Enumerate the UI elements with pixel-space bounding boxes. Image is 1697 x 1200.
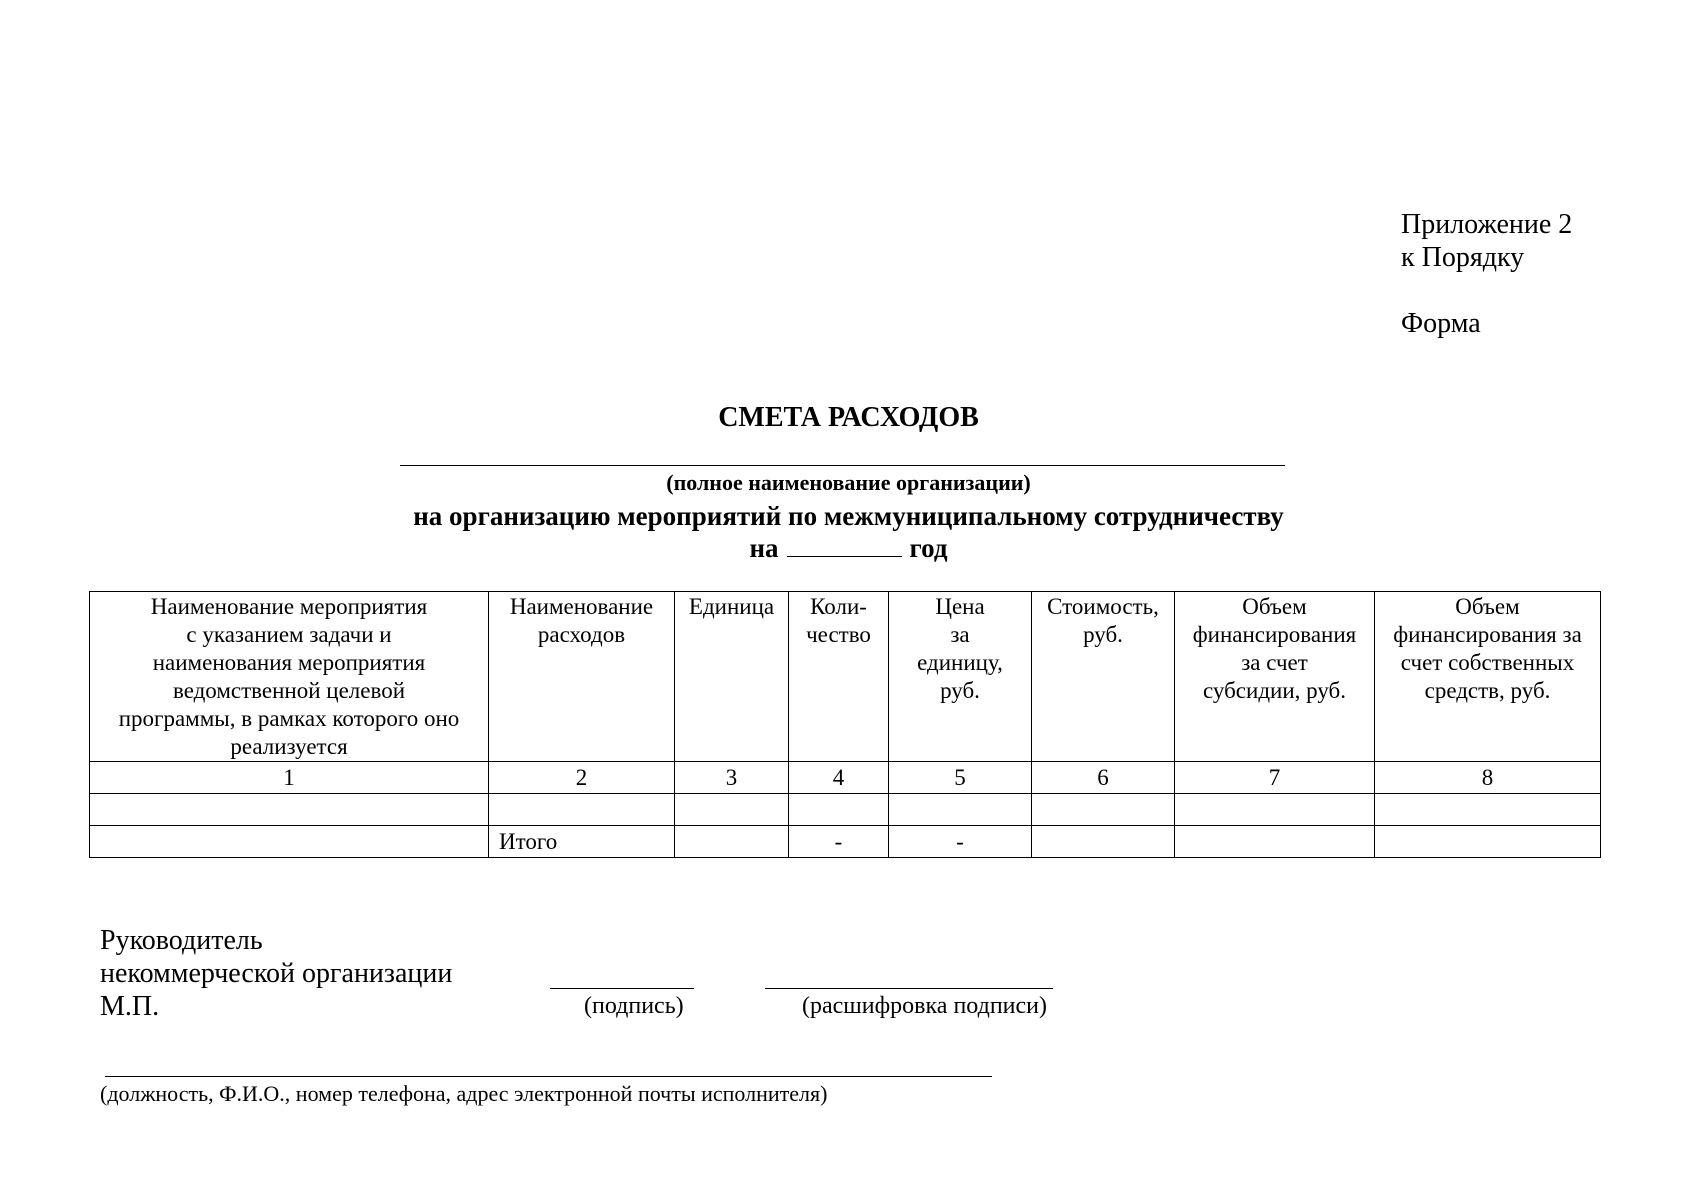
- organization-name-line: [400, 465, 1285, 466]
- empty-cell: [90, 826, 489, 858]
- header-cell: Цена за единицу, руб.: [889, 592, 1032, 762]
- total-row: [90, 826, 1601, 858]
- form-label: Форма: [1401, 308, 1481, 339]
- signature-decode-line: [765, 988, 1053, 989]
- appendix-line-2: к Порядку: [1401, 242, 1525, 273]
- empty-cell: [675, 826, 789, 858]
- column-number-row: [90, 762, 1601, 794]
- empty-cell: [1032, 794, 1175, 826]
- column-number: 4: [789, 762, 889, 794]
- header-cell: Стоимость, руб.: [1032, 592, 1175, 762]
- signature-block: [100, 924, 452, 1023]
- header-cell: Коли- чество: [789, 592, 889, 762]
- year-line: [0, 532, 1697, 564]
- total-label: Итого: [489, 826, 675, 858]
- header-cell: Объем финансирования за счет субсидии, руб.: [1175, 592, 1375, 762]
- executor-caption: (должность, Ф.И.О., номер телефона, адрес электронной почты исполнителя): [100, 1081, 828, 1106]
- total-qty-dash: -: [789, 826, 889, 858]
- signature-caption: (подпись): [584, 993, 684, 1019]
- column-number: 8: [1375, 762, 1601, 794]
- signature-line: [550, 988, 694, 989]
- appendix-note: [1401, 208, 1572, 274]
- table-header-row: [90, 592, 1601, 762]
- year-suffix: год: [909, 533, 948, 563]
- year-prefix: на: [749, 533, 779, 563]
- signature-decode-caption: (расшифровка подписи): [802, 993, 1047, 1019]
- seal-label: М.П.: [100, 991, 160, 1022]
- empty-cell: [90, 794, 489, 826]
- total-price-dash: -: [889, 826, 1032, 858]
- empty-cell: [1032, 826, 1175, 858]
- empty-cell: [889, 794, 1032, 826]
- signatory-line-1: Руководитель: [100, 925, 263, 956]
- signatory-line-2: некоммерческой организации: [100, 958, 453, 989]
- empty-cell: [1375, 826, 1601, 858]
- empty-cell: [1175, 794, 1375, 826]
- document-title: СМЕТА РАСХОДОВ: [718, 402, 979, 433]
- table-row: [90, 794, 1601, 826]
- executor-line: [105, 1076, 992, 1077]
- column-number: 1: [90, 762, 489, 794]
- empty-cell: [1175, 826, 1375, 858]
- appendix-line-1: Приложение 2: [1401, 209, 1573, 240]
- empty-cell: [1375, 794, 1601, 826]
- header-cell: Наименование мероприятия с указанием задачи и наименования мероприятия ведомственной целевой программы, в рамках которого оно реализуется: [90, 592, 489, 762]
- organization-caption: (полное наименование организации): [666, 470, 1031, 495]
- header-cell: Единица: [675, 592, 789, 762]
- column-number: 6: [1032, 762, 1175, 794]
- column-number: 5: [889, 762, 1032, 794]
- header-cell: Объем финансирования за счет собственных средств, руб.: [1375, 592, 1601, 762]
- empty-cell: [789, 794, 889, 826]
- column-number: 7: [1175, 762, 1375, 794]
- empty-cell: [675, 794, 789, 826]
- expense-table: [89, 591, 1601, 858]
- document-subtitle: на организацию мероприятий по межмуниципальному сотрудничеству: [413, 501, 1284, 531]
- column-number: 3: [675, 762, 789, 794]
- header-cell: Наименование расходов: [489, 592, 675, 762]
- column-number: 2: [489, 762, 675, 794]
- empty-cell: [489, 794, 675, 826]
- year-blank-field: [787, 532, 902, 557]
